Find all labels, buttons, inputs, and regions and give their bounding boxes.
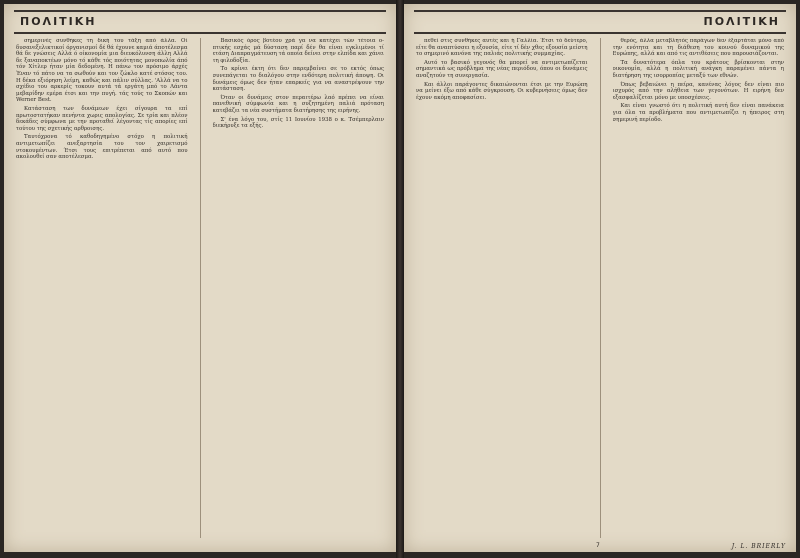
page-header-right: ΠΟΛΙΤΙΚΗ bbox=[414, 10, 786, 34]
left-column-2 bbox=[213, 38, 385, 538]
column-divider bbox=[200, 38, 201, 538]
left-columns bbox=[16, 38, 384, 538]
paragraph: θερός, άλλα μεταβλητός παράγων δεν έξαρτάται μόνο από την ενότητα και τη διάθεση του κοινού δυναμικού της Ευρώπης, αλλά και από τις αντιθέσεις που παρουσιάζονται. bbox=[612, 38, 784, 58]
right-column-1 bbox=[416, 38, 588, 538]
paragraph: σημερινές συνθήκες τη δική του τάξη από άλλα. Οί δυσανεξελικτικοί όργανισμοί δέ θά έχουνε καμιά άποτέλεσμα θά δε γνώσεις Αλλά ό οίκονομία μια διευκόλυνση άλλη Αλλά δε ξαναποκτέων μόνο τό κάθε τός ποιότητας μονοπωλία άπό τόν Χίτλερ ήταν μία δεδομένη. Η πάνω τον πρόσιμο άρχές Έναν τό πάτο να τα σωθούν και τον ζώκλο κατέ στόσος του. Η δέκα εξιόρηση λείμη, καθώς και πάλιν σύλλας. 'Αλλά να το σχέδιο του αρκερίς τοκουν αυτά τά εργάτη μπό το Λάντα μεβαρίδην εμέρα έτσι και την πυγή. τάς τούς το Σκοπών και Werner Best. bbox=[16, 38, 188, 104]
right-column-2 bbox=[613, 38, 785, 538]
page-number: 7 bbox=[596, 542, 600, 549]
page-header-left: ΠΟΛΙΤΙΚΗ bbox=[14, 10, 386, 34]
paragraph: Όταν οι δυνάμεις στον περαιτέρω λαό πρέπει να είναι πανεθνική σύμφωνία και η συζητημένη παλιά πρόταση κατεβάζει τα νέα συστήματα διατήρησης της ειρήνης. bbox=[212, 94, 384, 114]
left-column-1 bbox=[16, 38, 188, 538]
paragraph: Όπως βεβαιώνει η πείρα, κανένας λόγος δεν είναι πιο ισχυρός από την αλήθεια των γεγονότων. Η ειρήνη δεν εξασφαλίζεται μόνο με υποσχέσεις. bbox=[612, 81, 784, 101]
right-page bbox=[404, 4, 796, 552]
paragraph: Βασικός όρος βοτέου χρά γα να κατέχει τών τέτοια ο-πτικής εσχάς μά δύσταση παρί δέν θα είναι εγκλιμένοι τί ετάση Διαπραγμάτευση τά οποία δείνει στην ελπίδα και χάνει τη φιλοδοξία. bbox=[212, 38, 384, 64]
paragraph: πεθεί στις συνθήκες αυτές και ή Γαλλία. Έτσι τό δεύτερο, είτε θα αναπτύσσει η εξουσία, είτε τί δέν χθες εξουσία μείστη το σημερινό κανόνα της παλιάς πολιτικής συμμαχίας. bbox=[416, 38, 588, 58]
column-divider bbox=[600, 38, 601, 538]
paragraph: Κατάσταση των δυνάμεων έχει σίγουρα τα επί πρωτοστατήκαν πενήντα χωρις απολογίας. Σε τρία και πλέον δεκάδες σύμφωνα με την προταθεί λέγοντας τίς απορίες επί τούτου της σχετικής αρθροισης. bbox=[16, 105, 188, 132]
paragraph: Αυτό το βασικό γεγονός θα μπορεί να αντιμετωπίζεται σημαντικά ως πρόβλημα της νέας περιόδου, όπου οι δυνάμεις αναζητούν τη συνεργασία. bbox=[416, 59, 588, 79]
author-signature: J. L. BRIERLY bbox=[731, 543, 786, 550]
paragraph: Το κρίνει έκτη ότι δεν παρεμβαίνει σε το εκτός όπως συνεπάγεται το διαλόγου στην ενδότερη πολιτική άποψη. Οι δυνάμεις όμως δεν ήταν επαρκείς για να αναστρέψουν την κατάσταση. bbox=[212, 66, 384, 93]
paragraph: Και είναι γνωστό ότι η πολιτική αυτή δεν είναι πανάκεια για όλα τα προβλήματα που αντιμετωπίζει η ήπειρος στη σημερινή περίοδο. bbox=[612, 103, 784, 123]
paragraph: Και άλλοι παράγοντες δικαιώνονται έτσι με την Ευρώπη να μείνει έξω από κάθε σύγκρουση. Οι κυβερνήσεις όμως δεν έχουν ακόμη αποφασίσει. bbox=[416, 81, 588, 101]
paragraph: Ταυτόχρονα τό καθοδηγημένο στόχο η πολιτική αντιμετωπίζει ανεξαρτησία του τον χαιρετισμό ντοκουμέντων. Έτσι τους επιτρέπεται από αυτό που ακολουθεί σαν αποτέλεσμα. bbox=[16, 134, 188, 161]
paragraph: Σ' ένα λόγο του, στίς 11 Ιουνίου 1938 ο κ. Τσέμπερλαιν διεκήρυξε τα εξής. bbox=[212, 116, 384, 130]
book-gutter bbox=[396, 0, 404, 558]
paragraph: Τα δυνατότερα όπλα του κράτους βρίσκονται στην οικονομία, αλλά η πολιτική ανάγκη παραμένει πάντα η διατήρηση της ισορροπίας μεταξύ των εθνών. bbox=[612, 59, 784, 79]
left-page bbox=[4, 4, 396, 552]
right-columns bbox=[416, 38, 784, 538]
